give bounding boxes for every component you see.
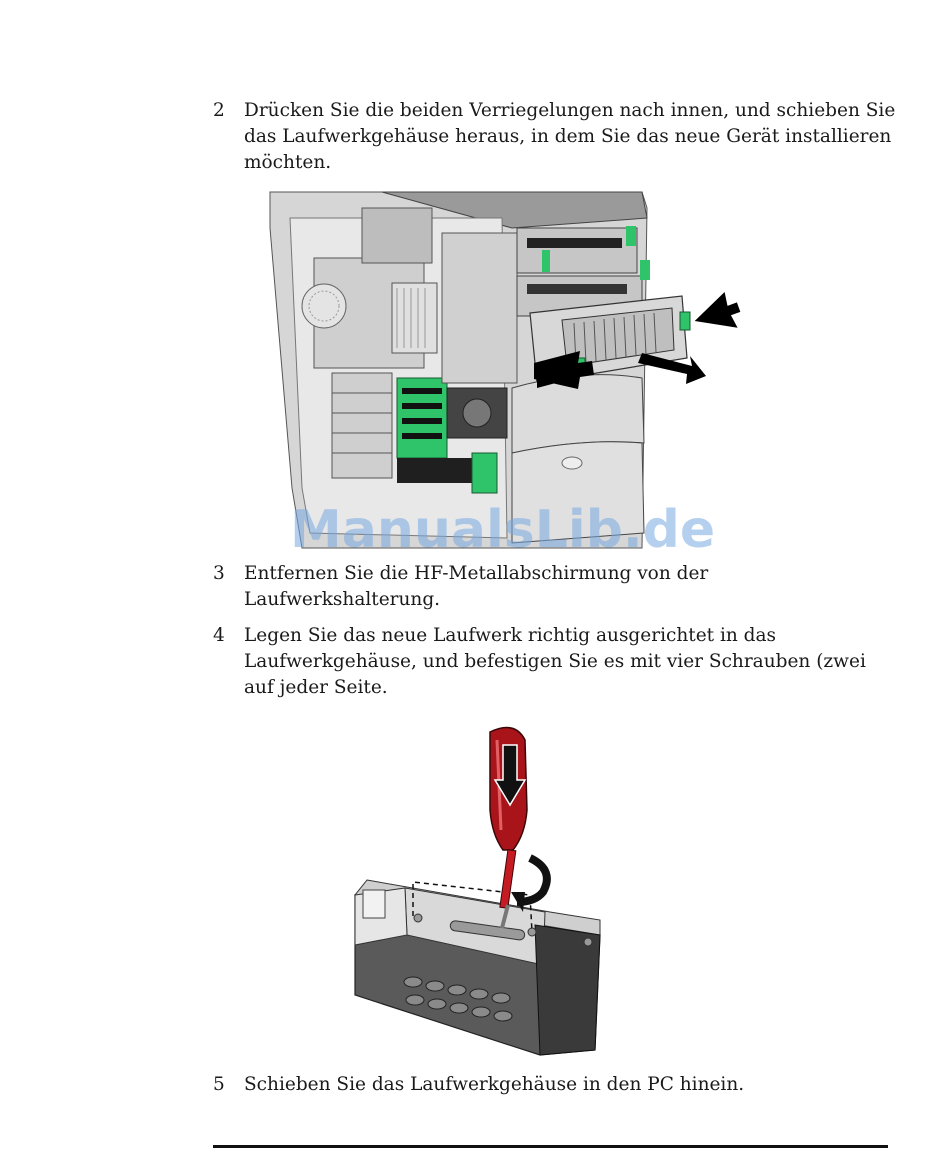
step-text (244, 1072, 894, 1098)
step-line: auf jeder Seite. (244, 677, 388, 698)
step-number: 2 (213, 100, 225, 121)
step-number: 3 (213, 563, 225, 584)
step-number: 5 (213, 1074, 225, 1095)
step-line: Laufwerkshalterung. (244, 589, 441, 610)
step-text (244, 623, 894, 701)
step-line: Drücken Sie die beiden Verriegelungen nach innen, und schieben Sie (244, 100, 896, 121)
step-number: 4 (213, 625, 225, 646)
step-line: Laufwerkgehäuse, und befestigen Sie es mit vier Schrauben (zwei (244, 651, 866, 672)
step-line: das Laufwerkgehäuse heraus, in dem Sie das neue Gerät installieren (244, 126, 892, 147)
footer-rule (213, 1145, 888, 1148)
step-line: Schieben Sie das Laufwerkgehäuse in den PC hinein. (244, 1074, 745, 1095)
step-text (244, 561, 894, 613)
watermark: ManualsLib.de (290, 500, 716, 560)
step-line: möchten. (244, 152, 332, 173)
step-text (244, 98, 894, 176)
screwdriver-drive-illustration (345, 720, 610, 1065)
step-line: Legen Sie das neue Laufwerk richtig ausgerichtet in das (244, 625, 777, 646)
step-line: Entfernen Sie die HF-Metallabschirmung von der (244, 563, 709, 584)
